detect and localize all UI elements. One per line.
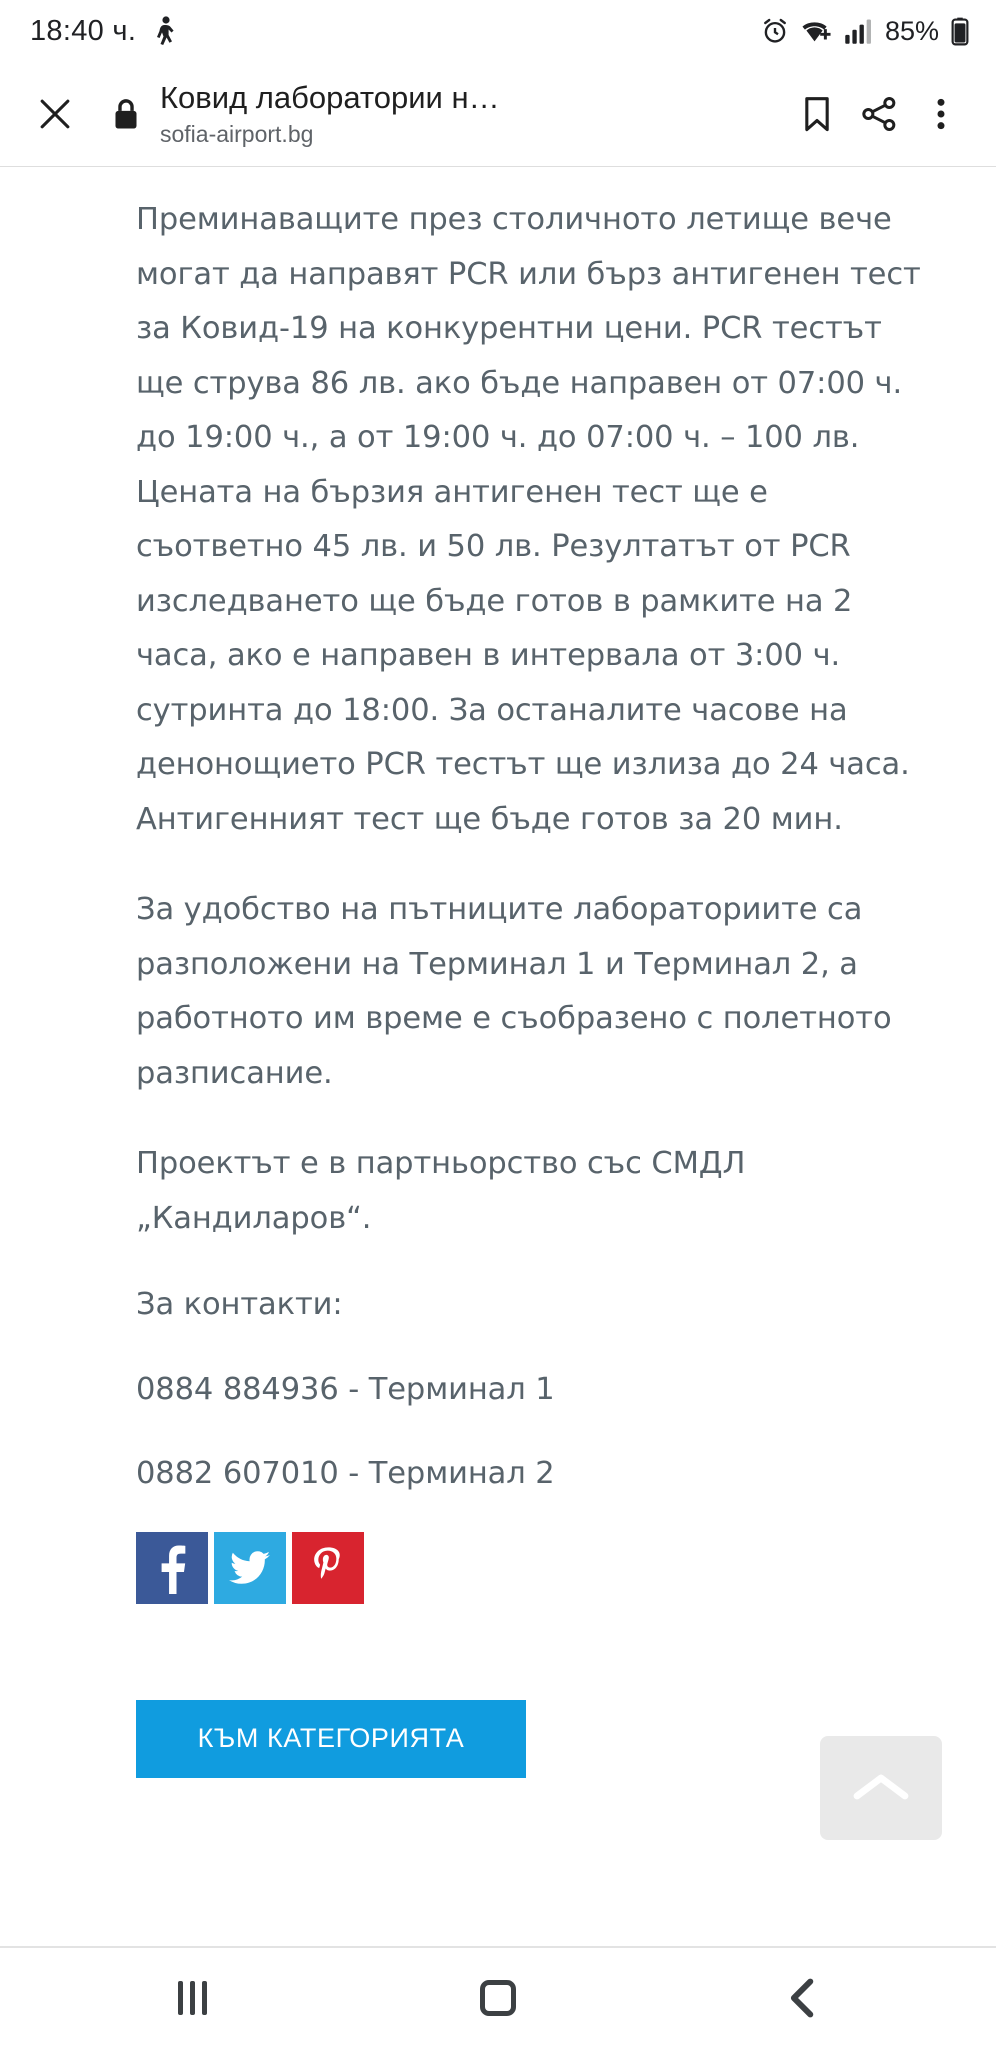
status-bar-left — [30, 15, 178, 48]
twitter-bird-icon — [229, 1550, 271, 1586]
pinterest-share-button[interactable] — [292, 1532, 364, 1604]
status-bar — [0, 0, 996, 62]
contacts-heading: За контакти: — [136, 1287, 343, 1322]
social-share-row — [136, 1532, 936, 1604]
content-bottom-divider — [0, 1946, 996, 1948]
system-nav-bar — [0, 1948, 996, 2048]
article-body — [0, 193, 996, 1778]
lock-icon — [102, 85, 150, 143]
back-button[interactable] — [748, 1958, 858, 2038]
to-category-button[interactable]: КЪМ КАТЕГОРИЯТА — [136, 1700, 526, 1778]
contact-terminal-2: 0882 607010 - Терминал 2 — [136, 1456, 555, 1491]
home-button[interactable] — [443, 1958, 553, 2038]
battery-icon — [950, 16, 970, 46]
close-button[interactable] — [26, 85, 84, 143]
status-bar-right — [760, 16, 970, 47]
home-icon — [480, 1980, 516, 2016]
paragraph-locations: За удобство на пътниците лабораториите са разположени на Терминал 1 и Терминал 2, а работното им време е съобразено с полетното разписание. — [136, 892, 892, 1091]
facebook-icon — [157, 1542, 187, 1594]
more-options-button[interactable] — [910, 83, 972, 145]
paragraph-partnership: Проектът е в партньорство със СМДЛ „Кандиларов“. — [136, 1146, 746, 1236]
facebook-share-button[interactable] — [136, 1532, 208, 1604]
page-content[interactable] — [0, 167, 996, 1948]
alarm-icon — [760, 16, 790, 46]
page-url: sofia-airport.bg — [160, 120, 314, 147]
signal-icon — [844, 17, 872, 45]
battery-percent-label: 85% — [884, 15, 939, 46]
page-title: Ковид лаборатории н… — [160, 80, 500, 116]
scroll-to-top-button[interactable] — [820, 1736, 942, 1840]
wifi-icon — [801, 17, 833, 45]
bookmark-button[interactable] — [786, 83, 848, 145]
page-info[interactable] — [150, 80, 786, 148]
recents-button[interactable] — [138, 1958, 248, 2038]
paragraph-intro: Преминаващите през столичното летище вече могат да направят PCR или бърз антигенен тест за Ковид-19 на конкурентни цени. PCR тестът ще струва 86 лв. ако бъде направен от 07:00 ч. до 19:00 ч., а от 19:00 ч. до 07:00 ч. – 100 лв. Цената на бързия антигенен тест ще е съответно 45 лв. и 50 лв. Резултатът от PCR изследването ще бъде готов в рамките на 2 часа, ако е направен в интервала от 3:00 ч. сутринта до 18:00. За останалите часове на денонощието PCR тестът ще излиза до 24 часа. Антигенният тест ще бъде готов за 20 мин. — [136, 202, 921, 837]
person-walking-icon — [152, 16, 178, 46]
browser-toolbar — [0, 62, 996, 167]
contact-terminal-1: 0884 884936 - Терминал 1 — [136, 1371, 555, 1407]
chevron-up-icon — [851, 1769, 911, 1807]
share-button[interactable] — [848, 83, 910, 145]
recents-icon — [178, 1981, 207, 2015]
status-clock: 18:40 ч. — [30, 14, 137, 47]
pinterest-icon — [313, 1544, 343, 1592]
twitter-share-button[interactable] — [214, 1532, 286, 1604]
back-chevron-icon — [784, 1976, 822, 2020]
